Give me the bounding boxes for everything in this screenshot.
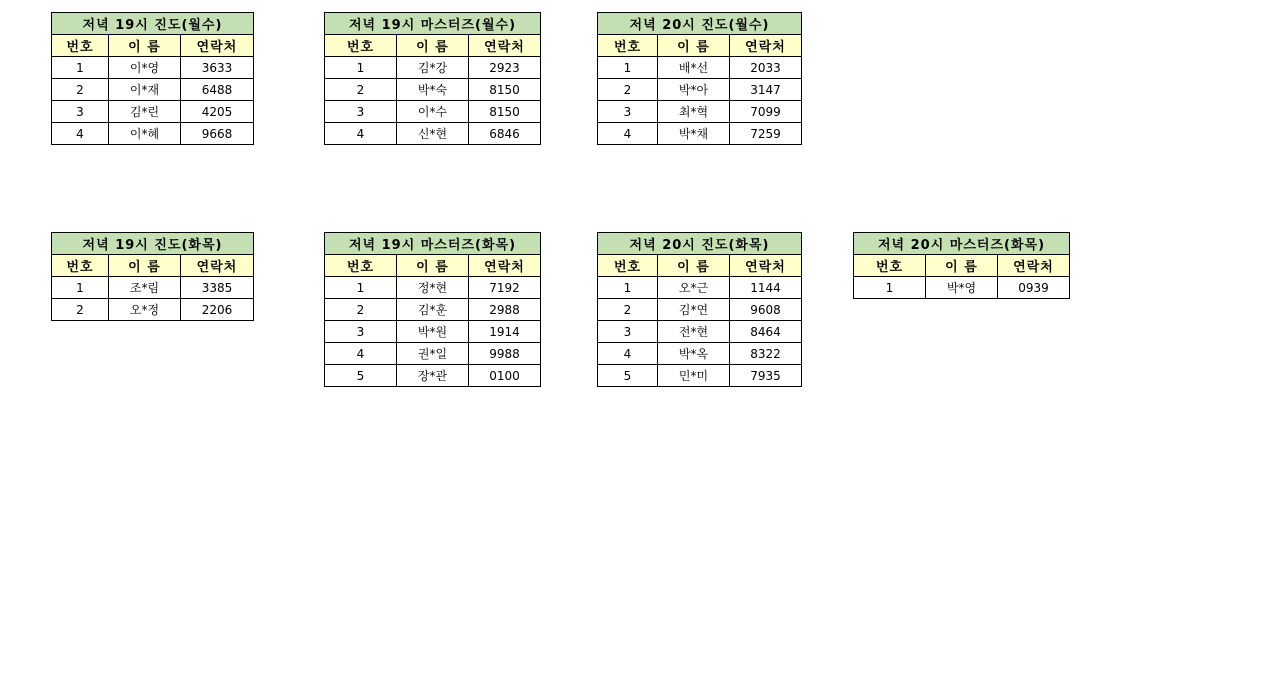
cell-contact: 3385 bbox=[181, 277, 254, 299]
cell-name: 권*일 bbox=[397, 343, 469, 365]
table-title: 저녁 20시 진도(화목) bbox=[598, 233, 802, 255]
cell-contact: 7935 bbox=[730, 365, 802, 387]
table-row bbox=[52, 101, 254, 123]
cell-number: 1 bbox=[325, 57, 397, 79]
table-row bbox=[52, 299, 254, 321]
table-row bbox=[325, 299, 541, 321]
cell-number: 3 bbox=[325, 101, 397, 123]
header-contact: 연락처 bbox=[730, 255, 802, 277]
cell-number: 2 bbox=[52, 299, 109, 321]
header-name: 이 름 bbox=[397, 35, 469, 57]
cell-number: 1 bbox=[598, 277, 658, 299]
cell-name: 박*옥 bbox=[658, 343, 730, 365]
table-row bbox=[598, 123, 802, 145]
cell-contact: 9668 bbox=[181, 123, 254, 145]
cell-contact: 2923 bbox=[469, 57, 541, 79]
header-number: 번호 bbox=[598, 255, 658, 277]
header-number: 번호 bbox=[598, 35, 658, 57]
cell-name: 조*림 bbox=[109, 277, 181, 299]
header-number: 번호 bbox=[325, 255, 397, 277]
table-row bbox=[325, 101, 541, 123]
cell-number: 4 bbox=[325, 123, 397, 145]
cell-number: 1 bbox=[598, 57, 658, 79]
table-row bbox=[598, 101, 802, 123]
cell-name: 이*수 bbox=[397, 101, 469, 123]
cell-contact: 0939 bbox=[998, 277, 1070, 299]
cell-number: 1 bbox=[325, 277, 397, 299]
table-title: 저녁 20시 마스터즈(화목) bbox=[854, 233, 1070, 255]
header-contact: 연락처 bbox=[181, 255, 254, 277]
table-row bbox=[52, 79, 254, 101]
cell-contact: 4205 bbox=[181, 101, 254, 123]
cell-contact: 6488 bbox=[181, 79, 254, 101]
cell-contact: 7259 bbox=[730, 123, 802, 145]
cell-number: 4 bbox=[598, 343, 658, 365]
cell-number: 5 bbox=[598, 365, 658, 387]
cell-name: 박*아 bbox=[658, 79, 730, 101]
table-row bbox=[325, 123, 541, 145]
cell-name: 박*원 bbox=[397, 321, 469, 343]
cell-contact: 2988 bbox=[469, 299, 541, 321]
table-title: 저녁 19시 진도(화목) bbox=[52, 233, 254, 255]
cell-contact: 7099 bbox=[730, 101, 802, 123]
table-title: 저녁 19시 마스터즈(화목) bbox=[325, 233, 541, 255]
cell-number: 1 bbox=[854, 277, 926, 299]
table-row bbox=[52, 277, 254, 299]
cell-number: 3 bbox=[52, 101, 109, 123]
cell-number: 2 bbox=[325, 299, 397, 321]
table-row bbox=[598, 299, 802, 321]
cell-contact: 8150 bbox=[469, 79, 541, 101]
class-table-5 bbox=[324, 232, 541, 387]
cell-contact: 9608 bbox=[730, 299, 802, 321]
cell-contact: 2206 bbox=[181, 299, 254, 321]
class-table-2 bbox=[324, 12, 541, 145]
cell-number: 2 bbox=[598, 299, 658, 321]
table-row bbox=[325, 321, 541, 343]
cell-number: 3 bbox=[598, 101, 658, 123]
table-row bbox=[598, 365, 802, 387]
header-name: 이 름 bbox=[926, 255, 998, 277]
header-number: 번호 bbox=[325, 35, 397, 57]
cell-name: 장*관 bbox=[397, 365, 469, 387]
class-table-3 bbox=[597, 12, 802, 145]
cell-name: 오*정 bbox=[109, 299, 181, 321]
table-row bbox=[52, 123, 254, 145]
table-row bbox=[325, 79, 541, 101]
header-contact: 연락처 bbox=[469, 35, 541, 57]
cell-name: 김*린 bbox=[109, 101, 181, 123]
cell-name: 최*혁 bbox=[658, 101, 730, 123]
table-title: 저녁 19시 진도(월수) bbox=[52, 13, 254, 35]
header-number: 번호 bbox=[854, 255, 926, 277]
class-table-1 bbox=[51, 12, 254, 145]
cell-name: 김*훈 bbox=[397, 299, 469, 321]
header-name: 이 름 bbox=[658, 35, 730, 57]
cell-name: 박*채 bbox=[658, 123, 730, 145]
cell-name: 민*미 bbox=[658, 365, 730, 387]
cell-contact: 8464 bbox=[730, 321, 802, 343]
header-contact: 연락처 bbox=[730, 35, 802, 57]
cell-number: 3 bbox=[325, 321, 397, 343]
cell-contact: 7192 bbox=[469, 277, 541, 299]
cell-name: 이*재 bbox=[109, 79, 181, 101]
table-row bbox=[598, 343, 802, 365]
header-name: 이 름 bbox=[658, 255, 730, 277]
table-row bbox=[598, 277, 802, 299]
cell-contact: 9988 bbox=[469, 343, 541, 365]
header-name: 이 름 bbox=[109, 255, 181, 277]
table-row bbox=[598, 321, 802, 343]
cell-contact: 6846 bbox=[469, 123, 541, 145]
cell-contact: 3633 bbox=[181, 57, 254, 79]
cell-number: 4 bbox=[325, 343, 397, 365]
class-table-7 bbox=[853, 232, 1070, 299]
cell-contact: 1914 bbox=[469, 321, 541, 343]
table-row bbox=[325, 57, 541, 79]
header-name: 이 름 bbox=[109, 35, 181, 57]
cell-contact: 8322 bbox=[730, 343, 802, 365]
table-row bbox=[325, 343, 541, 365]
cell-name: 전*현 bbox=[658, 321, 730, 343]
table-row bbox=[325, 277, 541, 299]
cell-number: 4 bbox=[598, 123, 658, 145]
cell-name: 김*강 bbox=[397, 57, 469, 79]
class-table-4 bbox=[51, 232, 254, 321]
cell-contact: 3147 bbox=[730, 79, 802, 101]
cell-number: 2 bbox=[325, 79, 397, 101]
table-row bbox=[598, 79, 802, 101]
header-name: 이 름 bbox=[397, 255, 469, 277]
cell-name: 배*선 bbox=[658, 57, 730, 79]
cell-name: 정*현 bbox=[397, 277, 469, 299]
cell-name: 신*현 bbox=[397, 123, 469, 145]
header-number: 번호 bbox=[52, 35, 109, 57]
cell-name: 김*연 bbox=[658, 299, 730, 321]
cell-contact: 2033 bbox=[730, 57, 802, 79]
cell-number: 2 bbox=[598, 79, 658, 101]
table-title: 저녁 20시 진도(월수) bbox=[598, 13, 802, 35]
cell-contact: 0100 bbox=[469, 365, 541, 387]
cell-name: 박*영 bbox=[926, 277, 998, 299]
cell-number: 1 bbox=[52, 57, 109, 79]
cell-contact: 8150 bbox=[469, 101, 541, 123]
cell-number: 4 bbox=[52, 123, 109, 145]
table-row bbox=[52, 57, 254, 79]
table-row bbox=[854, 277, 1070, 299]
cell-contact: 1144 bbox=[730, 277, 802, 299]
cell-name: 이*혜 bbox=[109, 123, 181, 145]
header-number: 번호 bbox=[52, 255, 109, 277]
class-table-6 bbox=[597, 232, 802, 387]
cell-number: 3 bbox=[598, 321, 658, 343]
cell-number: 1 bbox=[52, 277, 109, 299]
cell-name: 박*숙 bbox=[397, 79, 469, 101]
table-row bbox=[325, 365, 541, 387]
header-contact: 연락처 bbox=[998, 255, 1070, 277]
table-row bbox=[598, 57, 802, 79]
header-contact: 연락처 bbox=[181, 35, 254, 57]
cell-name: 이*영 bbox=[109, 57, 181, 79]
cell-name: 오*근 bbox=[658, 277, 730, 299]
table-title: 저녁 19시 마스터즈(월수) bbox=[325, 13, 541, 35]
header-contact: 연락처 bbox=[469, 255, 541, 277]
cell-number: 5 bbox=[325, 365, 397, 387]
cell-number: 2 bbox=[52, 79, 109, 101]
